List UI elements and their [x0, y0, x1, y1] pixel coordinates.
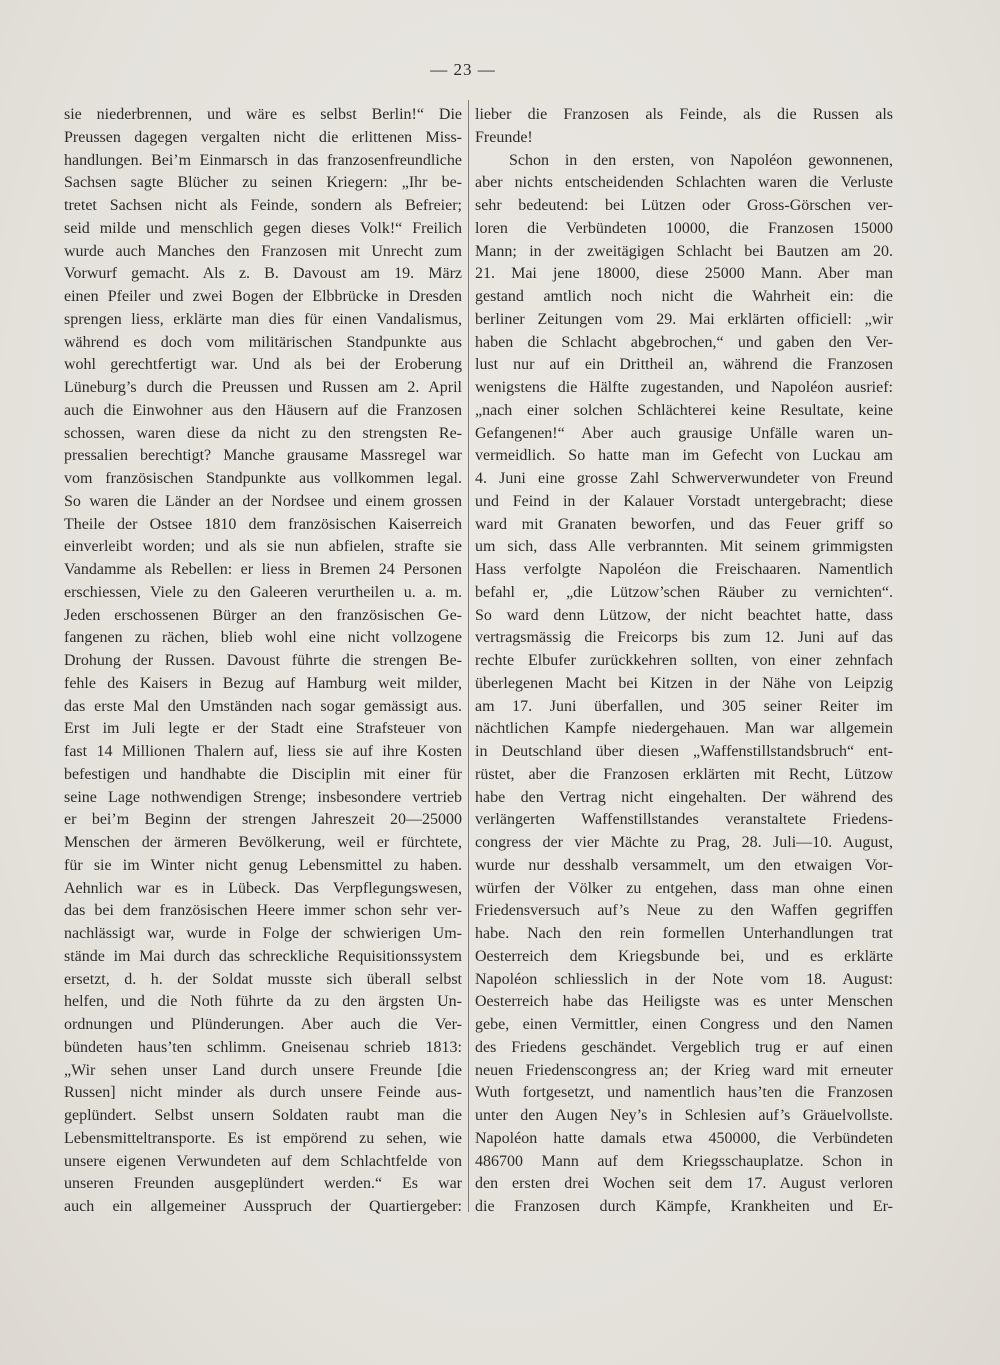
- text-line: vermeidlich. So hatte man im Gefecht von Luckau am: [475, 447, 893, 465]
- text-line: das bei dem französischen Heere immer schon sehr ver-: [64, 902, 462, 920]
- text-line: 21. Mai jene 18000, diese 25000 Mann. Aber man: [475, 265, 893, 283]
- text-line: fangenen zu rächen, blieb wohl eine nicht vollzogene: [64, 629, 462, 647]
- text-line: für sie im Winter nicht genug Lebensmittel zu haben.: [64, 856, 462, 874]
- text-line: lieber die Franzosen als Feinde, als die Russen als: [475, 106, 893, 123]
- text-line: und Feind in der Kalauer Vorstadt untergebracht; diese: [475, 492, 893, 510]
- text-line: Aehnlich war es in Lübeck. Das Verpflegungswesen,: [64, 879, 462, 897]
- text-line: wenigstens die Hälfte zugestanden, und Napoléon ausrief:: [475, 379, 893, 396]
- text-line: congress der vier Mächte zu Prag, 28. Juli—10. August,: [475, 834, 893, 851]
- text-line: „Wir sehen unser Land durch unsere Freunde [die: [64, 1061, 462, 1079]
- text-line: einen Pfeiler und zwei Bogen der Elbbrücke in Dresden: [64, 288, 462, 305]
- text-line: Menschen der ärmeren Bevölkerung, weil er fürchtete,: [64, 834, 462, 851]
- text-line: rechte Elbufer zurückkehren sollten, von einer zehnfach: [475, 652, 893, 669]
- text-line: handlungen. Bei’m Einmarsch in das franzosenfreundliche: [64, 151, 462, 169]
- text-line: fast 14 Millionen Thalern auf, liess sie auf ihre Kosten: [64, 743, 462, 760]
- text-line: auch ein allgemeiner Ausspruch der Quartiergeber:: [64, 1198, 462, 1215]
- text-line: rüstet, aber die Franzosen erklärten mit Recht, Lützow: [475, 765, 893, 783]
- text-line: seid milde und menschlich gegen dieses Volk!“ Freilich: [64, 219, 462, 237]
- text-line: Erst im Juli legte er der Stadt eine Strafsteuer von: [64, 720, 462, 738]
- text-line: fehle des Kaisers in Bezug auf Hamburg weit milder,: [64, 674, 462, 692]
- text-line: Russen] nicht minder als durch unsere Feinde aus-: [64, 1084, 462, 1102]
- text-line: habe den Vertrag nicht eingehalten. Der während des: [475, 788, 893, 806]
- text-line: befahl er, „die Lützow’schen Räuber zu vernichten“.: [475, 583, 893, 601]
- text-line: Jeden erschossenen Bürger an den französischen Ge-: [64, 606, 462, 624]
- text-line: bündeten haus’ten schlimm. Gneisenau schrieb 1813:: [64, 1038, 462, 1056]
- text-line: auch die Einwohner aus den Häusern auf die Franzosen: [64, 401, 462, 419]
- text-line: Oesterreich dem Kriegsbunde bei, und es erklärte: [475, 947, 893, 965]
- text-line: neuen Friedenscongress an; der Krieg ward mit erneuter: [475, 1061, 893, 1079]
- text-line: habe. Nach den rein formellen Unterhandlungen trat: [475, 925, 893, 942]
- text-line: Lebensmitteltransporte. Es ist empörend zu sehen, wie: [64, 1129, 462, 1147]
- text-line: unsere eigenen Verwundeten auf dem Schlachtfelde von: [64, 1152, 462, 1170]
- text-line: schossen, waren diese da nicht zu den strengsten Re-: [64, 424, 462, 442]
- text-line: befestigen und handhabte die Disciplin mit einer für: [64, 765, 462, 783]
- text-line: Mann; in der zweitägigen Schlacht bei Bautzen am 20.: [475, 242, 893, 260]
- text-line: einverleibt worden; und als sie nun abfielen, strafte sie: [64, 538, 462, 556]
- text-line: gebe, einen Vermittler, einen Congress und den Namen: [475, 1016, 893, 1033]
- text-line: So ward denn Lützow, der nicht beachtet hatte, dass: [475, 606, 893, 624]
- text-line: Preussen dagegen vergalten nicht die erlittenen Miss-: [64, 128, 462, 146]
- text-line: Sachsen sagte Blücher zu seinen Kriegern: „Ihr be-: [64, 174, 462, 192]
- text-line: 486700 Mann auf dem Kriegsschauplatze. Schon in: [475, 1152, 893, 1170]
- text-line: ersetzt, d. h. der Soldat musste sich überall selbst: [64, 970, 462, 988]
- text-line: helfen, und die Noth führte da zu den ärgsten Un-: [64, 993, 462, 1011]
- text-line: So waren die Länder an der Nordsee und einem grossen: [64, 492, 462, 510]
- text-line: Gefangenen!“ Aber auch grausige Unfälle waren un-: [475, 424, 893, 442]
- text-line: wurde auch Manches den Franzosen mit Unrecht zum: [64, 242, 462, 260]
- text-line: während es doch vom militärischen Standpunkte aus: [64, 333, 462, 351]
- text-line: ward mit Granaten beworfen, und das Feuer griff so: [475, 515, 893, 533]
- text-line: Schon in den ersten, von Napoléon gewonnenen,: [509, 151, 893, 169]
- text-line: Drohung der Russen. Davoust führte die strengen Be-: [64, 652, 462, 669]
- text-line: in Deutschland über diesen „Waffenstillstandsbruch“ ent-: [475, 743, 893, 760]
- text-line: nächtlichen Kampfe niedergehauen. Man war allgemein: [475, 720, 893, 738]
- text-line: die Franzosen durch Kämpfe, Krankheiten und Er-: [475, 1198, 893, 1215]
- text-line: gestand amtlich noch nicht die Wahrheit ein: die: [475, 288, 893, 305]
- column-divider: [468, 100, 469, 1212]
- text-line: 4. Juni eine grosse Zahl Schwerverwundeter von Freund: [475, 470, 893, 487]
- text-line: Lüneburg’s durch die Preussen und Russen am 2. April: [64, 379, 462, 396]
- text-line: tretet Sachsen nicht als Feinde, sondern als Befreier;: [64, 197, 462, 214]
- text-line: aber nichts entscheidenden Schlachten waren die Verluste: [475, 174, 893, 192]
- text-line: sprengen liess, erklärte man dies für einen Vandalismus,: [64, 310, 462, 328]
- text-line: wohl gerechtfertigt war. Und als bei der Eroberung: [64, 356, 462, 374]
- text-line: nachlässigt war, wurde in Folge der schwierigen Um-: [64, 925, 462, 942]
- text-line: berliner Zeitungen vom 29. Mai erklärten officiell: „wir: [475, 310, 893, 328]
- text-line: Napoléon schliesslich in der Note vom 18. August:: [475, 970, 893, 988]
- text-line: Hass verfolgte Napoléon die Freischaaren. Namentlich: [475, 561, 893, 578]
- text-line: Vandamme als Rebellen: er liess in Bremen 24 Personen: [64, 561, 462, 578]
- text-line: „nach einer solchen Schlächterei keine Resultate, keine: [475, 401, 893, 419]
- text-line: lust nur auf ein Drittheil an, während die Franzosen: [475, 356, 893, 374]
- text-line: Theile der Ostsee 1810 dem französischen Kaiserreich: [64, 515, 462, 533]
- text-line: pressalien berechtigt? Manche grausame Massregel war: [64, 447, 462, 465]
- text-line: den ersten drei Wochen seit dem 17. August verloren: [475, 1175, 893, 1193]
- text-line: haben die Schlacht abgebrochen,“ und gaben den Ver-: [475, 333, 893, 351]
- text-line: verlängerten Waffenstillstandes veranstaltete Friedens-: [475, 811, 893, 829]
- text-line: er bei’m Beginn der strengen Jahreszeit 20—25000: [64, 811, 462, 829]
- text-line: sie niederbrennen, und wäre es selbst Berlin!“ Die: [64, 106, 462, 123]
- text-line: geplündert. Selbst unsern Soldaten raubt man die: [64, 1107, 462, 1124]
- text-line: Napoléon hatte damals etwa 450000, die Verbündeten: [475, 1129, 893, 1147]
- text-line: vom französischen Standpunkte aus vollkommen legal.: [64, 470, 462, 487]
- text-line: Freunde!: [475, 128, 533, 146]
- text-line: stände im Mai durch das schreckliche Requisitionssystem: [64, 947, 462, 965]
- text-line: würfen der Völker zu entgehen, dass man ohne einen: [475, 879, 893, 897]
- text-line: wurde nur desshalb versammelt, um den etwaigen Vor-: [475, 856, 893, 874]
- text-line: das erste Mal den Umständen nach sogar gemässigt aus.: [64, 697, 462, 715]
- left-text-column: [64, 104, 462, 1219]
- text-line: vertragsmässig die Freicorps bis zum 12. Juni auf das: [475, 629, 893, 647]
- text-line: überlegenen Macht bei Kitzen in der Nähe von Leipzig: [475, 674, 893, 692]
- right-text-column: [475, 104, 893, 1219]
- text-line: des Friedens geschändet. Vergeblich trug er auf einen: [475, 1038, 893, 1056]
- text-line: sehr bedeutend: bei Lützen oder Gross-Görschen ver-: [475, 197, 893, 214]
- text-line: seine Lage nothwendigen Strenge; insbesondere vertrieb: [64, 788, 462, 806]
- text-line: ordnungen und Plünderungen. Aber auch die Ver-: [64, 1016, 462, 1033]
- text-line: Wuth fortgesetzt, und namentlich haus’ten die Franzosen: [475, 1084, 893, 1102]
- text-line: Friedensversuch auf’s Neue zu den Waffen gegriffen: [475, 902, 893, 920]
- text-line: um sich, dass Alle verbrannten. Mit seinem grimmigsten: [475, 538, 893, 556]
- text-line: erschiessen, Viele zu den Galeeren verurtheilen u. a. m.: [64, 583, 462, 601]
- page-number: — 23 —: [430, 60, 496, 79]
- text-line: am 17. Juni überfallen, und 305 seiner Reiter im: [475, 697, 893, 715]
- text-line: unseren Freunden ausgeplündert werden.“ Es war: [64, 1175, 462, 1193]
- text-line: loren die Verbündeten 10000, die Franzosen 15000: [475, 219, 893, 237]
- text-line: unter den Augen Ney’s in Schlesien auf’s Gräuelvollste.: [475, 1107, 893, 1124]
- text-line: Oesterreich habe das Heiligste was es unter Menschen: [475, 993, 893, 1011]
- text-line: Vorwurf gemacht. Als z. B. Davoust am 19. März: [64, 265, 462, 283]
